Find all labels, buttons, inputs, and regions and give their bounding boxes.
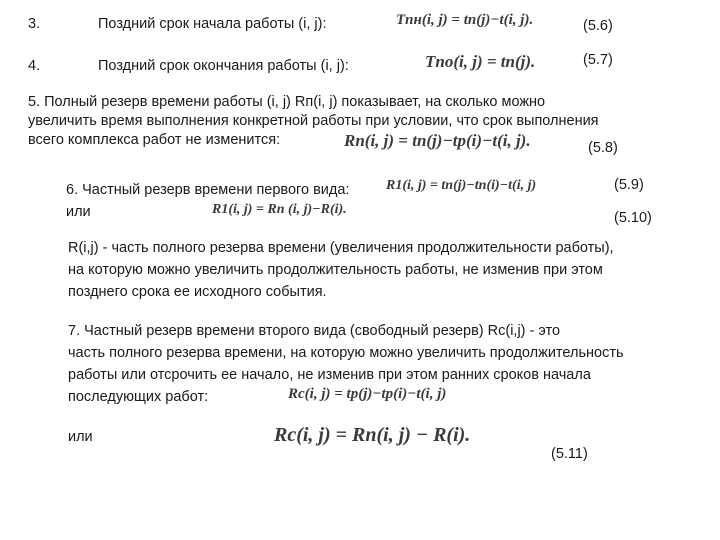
formula-5-7: Tпо(i, j) = tп(j). xyxy=(425,52,536,71)
item-6-text: 6. Частный резерв времени первого вида: xyxy=(66,182,350,198)
item-7-line-4: последующих работ: xyxy=(68,389,209,405)
item-5-line-2: увеличить время выполнения конкретной работы при условии, что срок выполнения xyxy=(28,113,599,129)
r-para-line-2: на которую можно увеличить продолжительность работы, не изменив при этом xyxy=(68,262,603,278)
equation-number-5-9: (5.9) xyxy=(614,177,644,193)
item-7-line-3: работы или отсрочить ее начало, не изменив при этом ранних сроков начала xyxy=(68,367,591,383)
item-5-line-3: всего комплекса работ не изменится: xyxy=(28,132,281,148)
r-para-line-3: позднего срока ее исходного события. xyxy=(68,284,327,300)
equation-number-5-8: (5.8) xyxy=(588,140,618,156)
item-7-line-1: 7. Частный резерв времени второго вида (свободный резерв) Rc(i,j) - это xyxy=(68,323,561,339)
item-7-or: или xyxy=(68,429,93,445)
item-4-text: Поздний срок окончания работы (i, j): xyxy=(98,58,349,74)
formula-5-6: Tпн(i, j) = tп(j)−t(i, j). xyxy=(396,12,534,28)
item-3-number: 3. xyxy=(28,16,41,32)
equation-number-5-11: (5.11) xyxy=(551,446,588,462)
item-3-text: Поздний срок начала работы (i, j): xyxy=(98,16,327,32)
equation-number-5-7: (5.7) xyxy=(583,52,613,68)
item-7-line-2: часть полного резерва времени, на которую можно увеличить продолжительность xyxy=(68,345,624,361)
item-5-line-1: 5. Полный резерв времени работы (i, j) Rп(i, j) показывает, на сколько можно xyxy=(28,94,546,110)
formula-5-9: R1(i, j) = tп(j)−tп(i)−t(i, j) xyxy=(386,178,537,193)
item-4-number: 4. xyxy=(28,58,41,74)
formula-5-8: Rп(i, j) = tп(j)−tр(i)−t(i, j). xyxy=(344,131,531,150)
formula-5-11-b: Rc(i, j) = Rп(i, j) − R(i). xyxy=(274,424,471,446)
r-para-line-1: R(i,j) - часть полного резерва времени (увеличения продолжительности работы), xyxy=(68,240,614,256)
equation-number-5-10: (5.10) xyxy=(614,210,652,226)
formula-5-10: R1(i, j) = Rп (i, j)−R(i). xyxy=(212,202,347,217)
item-6-or: или xyxy=(66,204,91,220)
equation-number-5-6: (5.6) xyxy=(583,18,613,34)
formula-5-11-a: Rc(i, j) = tр(j)−tр(i)−t(i, j) xyxy=(288,386,447,402)
